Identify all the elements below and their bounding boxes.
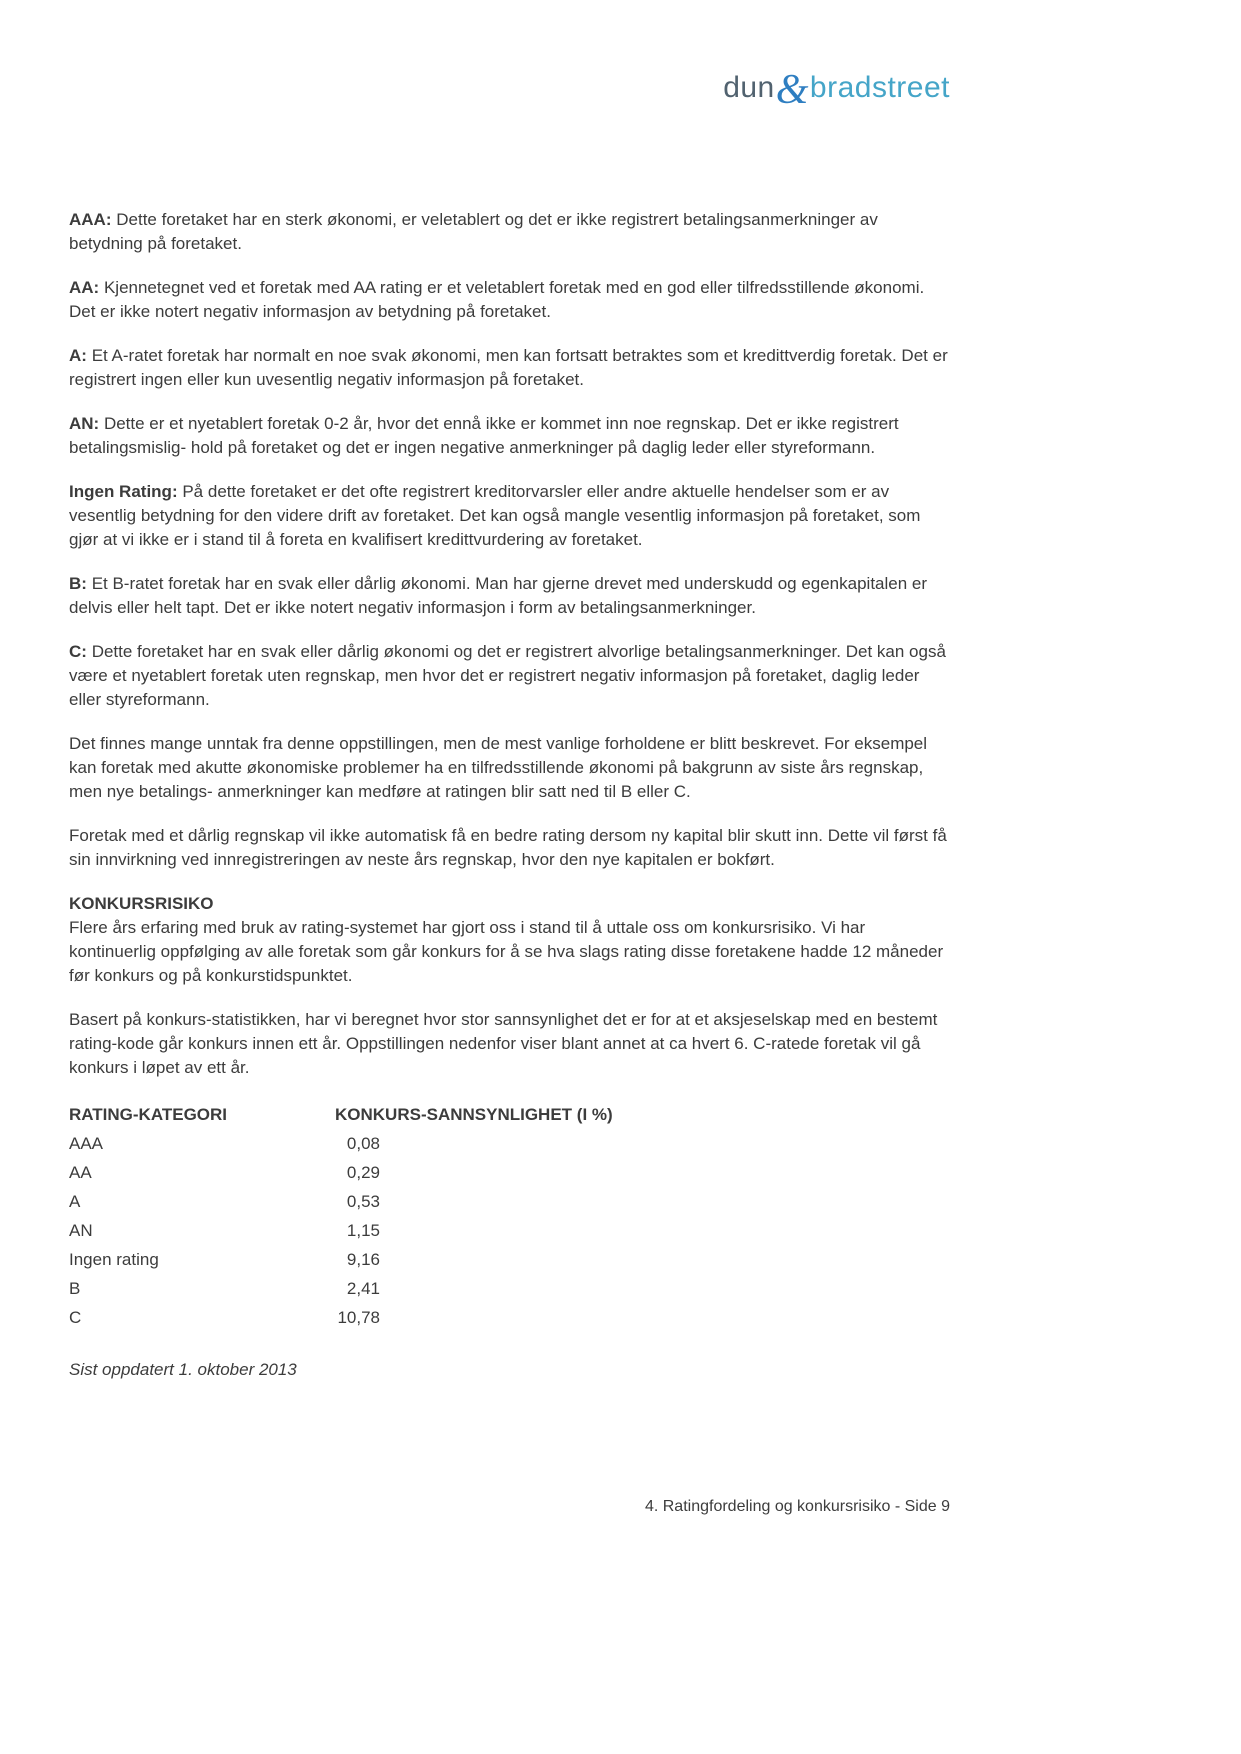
rating-definition-b — [69, 572, 950, 620]
rating-label: Ingen Rating: — [69, 482, 178, 501]
rating-definition-a — [69, 344, 950, 392]
table-header-row — [69, 1100, 950, 1129]
row-value: 0,53 — [346, 1192, 380, 1211]
rating-text: På dette foretaket er det ofte registrert kreditorvarsler eller andre aktuelle hendelser som er av vesentlig betydning for den videre drift av foretaket. Det kan også mangle vesentlig informasjon på foretaket, som gjør at vi ikke er i stand til å foreta en kvalifisert kredittvurdering av foretaket. — [69, 482, 921, 549]
page-footer: 4. Ratingfordeling og konkursrisiko - Side 9 — [644, 1498, 950, 1515]
paragraph-text: Det finnes mange unntak fra denne oppstillingen, men de mest vanlige forholdene er blitt beskrevet. For eksempel kan foretak med akutte økonomiske problemer ha en tilfredsstillende økonomi på bakgrunn av siste års regnskap, men nye betalings- anmerkninger kan medføre at ratingen blir satt ned til B eller C. — [69, 734, 928, 801]
row-category: C — [69, 1308, 82, 1327]
rating-text: Dette foretaket har en sterk økonomi, er veletablert og det er ikke registrert betalingsanmerkninger av betydning på foretaket. — [69, 210, 878, 253]
dnb-logo — [69, 0, 950, 113]
document-body — [69, 0, 950, 1382]
rating-definition-c — [69, 640, 950, 712]
rating-label: AN: — [69, 414, 100, 433]
rating-definition-an — [69, 412, 950, 460]
rating-definition-ingen-rating — [69, 480, 950, 552]
rating-definition-aa — [69, 276, 950, 324]
logo-ampersand-icon: & — [775, 67, 809, 113]
row-category: AA — [69, 1163, 92, 1182]
row-category: A — [69, 1192, 81, 1211]
row-category: AAA — [69, 1134, 104, 1153]
table-row — [69, 1187, 950, 1216]
column-header-konkurs-probability: KONKURS-SANNSYNLIGHET (I %) — [335, 1105, 613, 1124]
row-value: 9,16 — [346, 1250, 380, 1269]
row-value: 10,78 — [337, 1308, 380, 1327]
table-row — [69, 1216, 950, 1245]
rating-label: A: — [69, 346, 87, 365]
row-category: Ingen rating — [69, 1250, 159, 1269]
rating-label: B: — [69, 574, 87, 593]
table-row — [69, 1303, 950, 1332]
row-category: AN — [69, 1221, 93, 1240]
rating-text: Et B-ratet foretak har en svak eller dårlig økonomi. Man har gjerne drevet med underskudd og egenkapitalen er delvis eller helt tapt. Det er ikke notert negativ informasjon i form av betalingsanmerkninger. — [69, 574, 928, 617]
row-category: B — [69, 1279, 81, 1298]
konkursrisiko-paragraph: Flere års erfaring med bruk av rating-systemet har gjort oss i stand til å uttale oss om konkursrisiko. Vi har kontinuerlig oppfølging av alle foretak som går konkurs for å se hva slags rating disse foretakene hadde 12 måneder før konkurs og på konkurstidspunktet. — [69, 918, 944, 985]
table-row — [69, 1274, 950, 1303]
konkurs-statistics-paragraph — [69, 1008, 950, 1080]
section-konkursrisiko — [69, 892, 950, 988]
table-row — [69, 1129, 950, 1158]
rating-text: Et A-ratet foretak har normalt en noe svak økonomi, men kan fortsatt betraktes som et kredittverdig foretak. Det er registrert ingen eller kun uvesentlig negativ informasjon på foretaket. — [69, 346, 948, 389]
paragraph-text: Basert på konkurs-statistikken, har vi beregnet hvor stor sannsynlighet det er for at et aksjeselskap med en bestemt rating-kode går konkurs innen ett år. Oppstillingen nedenfor viser blant annet at ca hvert 6. C-ratede foretak vil gå konkurs i løpet av ett år. — [69, 1010, 938, 1077]
table-row — [69, 1245, 950, 1274]
row-value: 1,15 — [346, 1221, 380, 1240]
paragraph-text: Foretak med et dårlig regnskap vil ikke automatisk få en bedre rating dersom ny kapital blir skutt inn. Dette vil først få sin innvirkning ved innregistreringen av neste års regnskap, hvor den nye kapitalen er bokført. — [69, 826, 947, 869]
rating-label: C: — [69, 642, 87, 661]
konkursrisiko-heading: KONKURSRISIKO — [69, 894, 214, 913]
row-value: 0,08 — [346, 1134, 380, 1153]
updated-note: Sist oppdatert 1. oktober 2013 — [69, 1360, 297, 1379]
rating-text: Kjennetegnet ved et foretak med AA rating er et veletablert foretak med en god eller tilfredsstillende økonomi. Det er ikke notert negativ informasjon av betydning på foretaket. — [69, 278, 925, 321]
row-value: 2,41 — [346, 1279, 380, 1298]
row-value: 0,29 — [346, 1163, 380, 1182]
rating-text: Dette er et nyetablert foretak 0-2 år, hvor det ennå ikke er kommet inn noe regnskap. Det er ikke registrert betalingsmislig- hold på foretaket og det er ingen negative anmerkninger på daglig leder eller styreformann. — [69, 414, 899, 457]
column-header-rating-category: RATING-KATEGORI — [69, 1105, 228, 1124]
logo-text-dun: dun — [723, 71, 775, 104]
rating-probability-table — [69, 1100, 950, 1332]
rating-label: AA: — [69, 278, 100, 297]
table-row — [69, 1158, 950, 1187]
rating-label: AAA: — [69, 210, 112, 229]
rating-definition-aaa — [69, 208, 950, 256]
logo-text-bradstreet: bradstreet — [809, 71, 950, 104]
new-capital-paragraph — [69, 824, 950, 872]
exceptions-paragraph — [69, 732, 950, 804]
rating-text: Dette foretaket har en svak eller dårlig økonomi og det er registrert alvorlige betalingsanmerkninger. Det kan også være et nyetablert foretak uten regnskap, men hvor det er registrert negativ informasjon på foretaket, daglig leder eller styreformann. — [69, 642, 946, 709]
